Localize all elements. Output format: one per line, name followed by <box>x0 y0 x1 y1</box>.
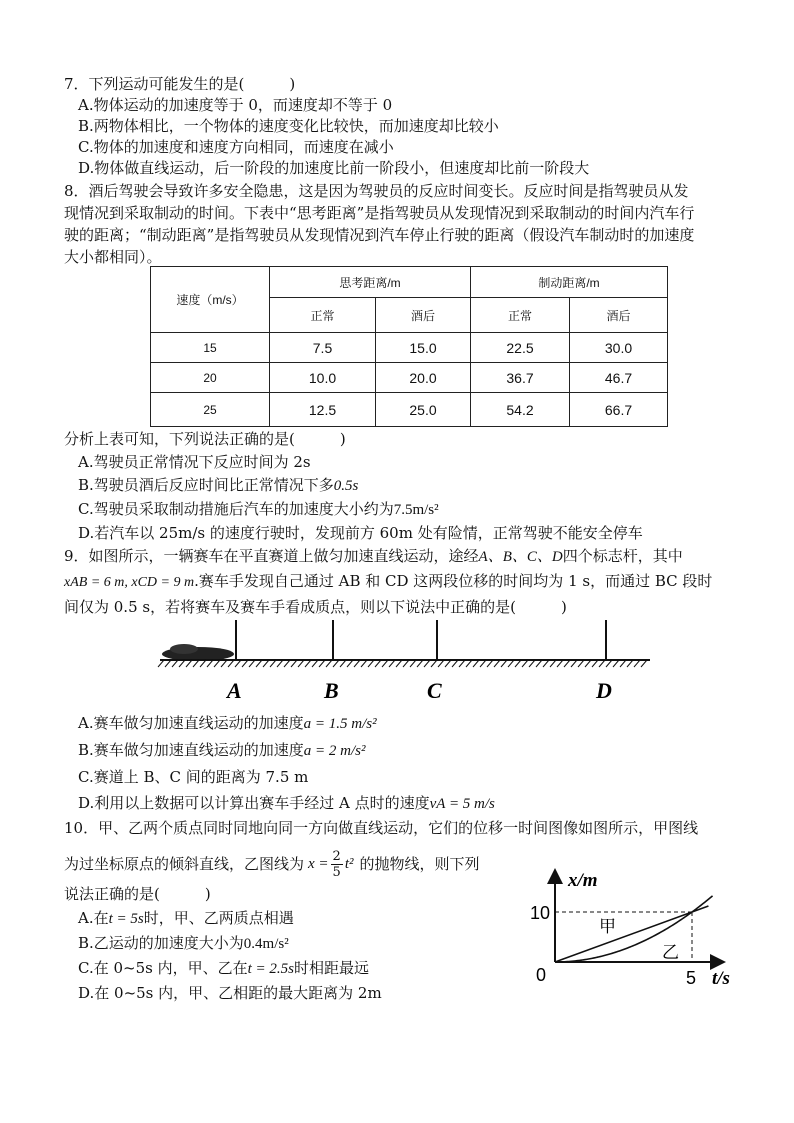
q10-option-a-post: 时，甲、乙两质点相遇 <box>143 909 294 927</box>
hatch-mark <box>529 660 535 667</box>
question-10-line-1: 10．甲、乙两个质点同时同地向同一方向做直线运动，它们的位移一时间图像如图所示，甲图线 <box>64 819 699 837</box>
q9-option-a <box>64 710 764 737</box>
hatch-mark <box>466 660 472 667</box>
origin-label: 0 <box>536 965 547 985</box>
question-10-body <box>64 846 524 1005</box>
q10-option-a-value: t = 5s <box>108 911 144 927</box>
hatch-mark <box>382 660 388 667</box>
hatch-mark <box>172 660 178 667</box>
q9-line-1 <box>64 544 764 569</box>
q8-stem-line-3: 驶的距离；“制动距离”是指驾驶员从发现情况到汽车停止行驶的距离（假设汽车制动时的加速度 <box>64 226 695 244</box>
hatch-mark <box>270 660 276 667</box>
q9-points: A、B、C、D <box>478 549 563 565</box>
formula-t: t² <box>344 856 354 872</box>
q9-option-a-text: A.赛车做匀加速直线运动的加速度 <box>78 714 304 732</box>
hatch-mark <box>284 660 290 667</box>
hatch-mark <box>410 660 416 667</box>
hatch-mark <box>207 660 213 667</box>
speed-header: 速度（m/s） <box>151 267 270 333</box>
q8-after-table: 分析上表可知，下列说法正确的是( ) <box>64 430 346 448</box>
hatch-mark <box>501 660 507 667</box>
hatch-mark <box>641 660 647 667</box>
q9-line-1-post: 四个标志杆，其中 <box>562 547 683 565</box>
q9-option-b-text: B.赛车做匀加速直线运动的加速度 <box>78 741 304 759</box>
q10-option-b-pre: B.乙运动的加速度大小为 <box>78 934 244 952</box>
label-b: B <box>324 678 339 702</box>
hatch-mark <box>536 660 542 667</box>
q8-option-c-value: 7.5m/s² <box>393 502 439 518</box>
hatch-mark <box>613 660 619 667</box>
y-tick-label: 10 <box>530 903 551 923</box>
question-8 <box>64 180 764 268</box>
q8-option-b <box>64 474 764 498</box>
yi-label: 乙 <box>662 943 679 963</box>
hatch-mark <box>326 660 332 667</box>
think-drunk-header: 酒后 <box>376 298 471 333</box>
label-d: D <box>596 678 612 702</box>
brake-normal-header: 正常 <box>471 298 570 333</box>
hatch-mark <box>431 660 437 667</box>
formula-numerator: 2 <box>332 848 341 864</box>
q10-option-b-value: 0.4m/s² <box>243 936 289 952</box>
track-hatching <box>158 660 647 667</box>
reaction-distance-table <box>150 266 668 427</box>
hatch-mark <box>494 660 500 667</box>
q9-option-a-value: a = 1.5 m/s² <box>303 716 377 732</box>
table-row <box>151 333 668 363</box>
q9-segment-math: xAB = 6 m, xCD = 9 m <box>64 575 195 590</box>
hatch-mark <box>186 660 192 667</box>
table-row <box>151 363 668 393</box>
q10-option-c <box>64 956 524 981</box>
hatch-mark <box>389 660 395 667</box>
q8-stem-line-2: 现情况到采取制动的时间。下表中“思考距离”是指驾驶员从发现情况到采取制动的时间内汽车行 <box>64 204 695 222</box>
q8-option-b-value: 0.5s <box>333 478 359 494</box>
hatch-mark <box>319 660 325 667</box>
y-axis-label: x/m <box>568 870 598 891</box>
q10-line-2 <box>64 846 524 882</box>
hatch-mark <box>424 660 430 667</box>
think-distance-header: 思考距离/m <box>270 267 471 298</box>
hatch-mark <box>452 660 458 667</box>
table-cell: 22.5 <box>471 333 570 363</box>
q7-option-d: D.物体做直线运动，后一阶段的加速度比前一阶段小，但速度却比前一阶段大 <box>78 159 590 177</box>
q9-line-2 <box>64 569 764 595</box>
hatch-mark <box>550 660 556 667</box>
hatch-mark <box>564 660 570 667</box>
q10-option-a-pre: A.在 <box>78 909 109 927</box>
hatch-mark <box>585 660 591 667</box>
hatch-mark <box>158 660 164 667</box>
table-cell: 15 <box>151 333 270 363</box>
table-cell: 46.7 <box>570 363 668 393</box>
q10-option-a <box>64 906 524 931</box>
hatch-mark <box>263 660 269 667</box>
hatch-mark <box>291 660 297 667</box>
formula-denominator: 5 <box>332 864 341 880</box>
q9-option-d-text: D.利用以上数据可以计算出赛车手经过 A 点时的速度 <box>78 794 430 812</box>
hatch-mark <box>312 660 318 667</box>
hatch-mark <box>487 660 493 667</box>
table-cell: 15.0 <box>376 333 471 363</box>
hatch-mark <box>361 660 367 667</box>
q9-line-1-pre: 9．如图所示，一辆赛车在平直赛道上做匀加速直线运动，途经 <box>64 547 479 565</box>
hatch-mark <box>242 660 248 667</box>
q8-option-a: A.驾驶员正常情况下反应时间为 2s <box>78 453 311 471</box>
hatch-mark <box>557 660 563 667</box>
table-cell: 66.7 <box>570 393 668 427</box>
hatch-mark <box>221 660 227 667</box>
hatch-mark <box>200 660 206 667</box>
brake-drunk-header: 酒后 <box>570 298 668 333</box>
hatch-mark <box>634 660 640 667</box>
hatch-mark <box>606 660 612 667</box>
q10-option-c-post: 时相距最远 <box>294 959 370 977</box>
hatch-mark <box>340 660 346 667</box>
x-axis-label: t/s <box>712 968 730 989</box>
formula-fraction <box>331 849 343 880</box>
hatch-mark <box>235 660 241 667</box>
table-cell: 36.7 <box>471 363 570 393</box>
question-8-options <box>64 428 764 545</box>
hatch-mark <box>445 660 451 667</box>
think-normal-header: 正常 <box>270 298 376 333</box>
q10-option-c-value: t = 2.5s <box>247 961 294 977</box>
hatch-mark <box>256 660 262 667</box>
q7-stem: 7．下列运动可能发生的是( ) <box>64 75 296 93</box>
race-car-roof <box>170 644 198 654</box>
q7-option-a: A.物体运动的加速度等于 0，而速度却不等于 0 <box>78 96 393 114</box>
q9-line-2-post: .赛车手发现自己通过 AB 和 CD 这两段位移的时间均为 1 s，而通过 BC 段时 <box>194 572 713 590</box>
hatch-mark <box>578 660 584 667</box>
label-c: C <box>427 678 442 702</box>
hatch-mark <box>438 660 444 667</box>
hatch-mark <box>417 660 423 667</box>
hatch-mark <box>543 660 549 667</box>
q8-option-c-text: C.驾驶员采取制动措施后汽车的加速度大小约为 <box>78 500 394 518</box>
hatch-mark <box>277 660 283 667</box>
table-row <box>151 393 668 427</box>
yi-curve <box>555 896 713 962</box>
table-cell: 20 <box>151 363 270 393</box>
position-time-graph <box>522 862 752 992</box>
q8-stem-line-4: 大小都相同）。 <box>64 248 162 266</box>
q8-option-c <box>64 498 764 522</box>
q8-option-b-text: B.驾驶员酒后反应时间比正常情况下多 <box>78 476 334 494</box>
table-cell: 20.0 <box>376 363 471 393</box>
hatch-mark <box>368 660 374 667</box>
hatch-mark <box>459 660 465 667</box>
table-cell: 25.0 <box>376 393 471 427</box>
hatch-mark <box>193 660 199 667</box>
hatch-mark <box>333 660 339 667</box>
table-cell: 7.5 <box>270 333 376 363</box>
q10-line-3: 说法正确的是( ) <box>64 885 211 903</box>
hatch-mark <box>165 660 171 667</box>
table-cell: 12.5 <box>270 393 376 427</box>
table-cell: 30.0 <box>570 333 668 363</box>
jia-label: 甲 <box>599 917 616 937</box>
racetrack-figure <box>150 618 660 702</box>
q9-option-b-value: a = 2 m/s² <box>303 743 366 759</box>
label-a: A <box>227 678 242 702</box>
hatch-mark <box>620 660 626 667</box>
q10-option-c-pre: C.在 0~5s 内，甲、乙在 <box>78 959 248 977</box>
q10-option-d: D.在 0~5s 内，甲、乙相距的最大距离为 2m <box>78 984 382 1002</box>
q9-option-b <box>64 737 764 764</box>
hatch-mark <box>571 660 577 667</box>
q9-option-d <box>64 790 764 817</box>
hatch-mark <box>480 660 486 667</box>
table-cell: 54.2 <box>471 393 570 427</box>
q9-line-3: 间仅为 0.5 s，若将赛车及赛车手看成质点，则以下说法中正确的是( ) <box>64 598 567 616</box>
formula-x: x = <box>308 856 329 872</box>
table-cell: 10.0 <box>270 363 376 393</box>
hatch-mark <box>375 660 381 667</box>
hatch-mark <box>508 660 514 667</box>
q9-option-c: C.赛道上 B、C 间的距离为 7.5 m <box>78 768 309 786</box>
brake-distance-header: 制动距离/m <box>471 267 668 298</box>
hatch-mark <box>249 660 255 667</box>
table-cell: 25 <box>151 393 270 427</box>
hatch-mark <box>214 660 220 667</box>
hatch-mark <box>298 660 304 667</box>
question-9-options <box>64 710 764 817</box>
hatch-mark <box>347 660 353 667</box>
hatch-mark <box>627 660 633 667</box>
hatch-mark <box>592 660 598 667</box>
hatch-mark <box>179 660 185 667</box>
q10-line-2-pre: 为过坐标原点的倾斜直线，乙图线为 <box>64 855 305 873</box>
q10-line-2-post: 的抛物线，则下列 <box>359 855 480 873</box>
q8-option-d: D.若汽车以 25m/s 的速度行驶时，发现前方 60m 处有险情，正常驾驶不能安全停车 <box>78 524 643 542</box>
question-9 <box>64 544 764 619</box>
hatch-mark <box>396 660 402 667</box>
q7-option-b: B.两物体相比，一个物体的速度变化比较快，而加速度却比较小 <box>78 117 499 135</box>
hatch-mark <box>354 660 360 667</box>
hatch-mark <box>522 660 528 667</box>
q9-option-d-value: vA = 5 m/s <box>429 796 495 812</box>
question-7 <box>64 74 764 179</box>
hatch-mark <box>403 660 409 667</box>
q10-option-b <box>64 931 524 956</box>
hatch-mark <box>515 660 521 667</box>
q7-option-c: C.物体的加速度和速度方向相同，而速度在减小 <box>78 138 394 156</box>
x-tick-label: 5 <box>686 968 697 988</box>
hatch-mark <box>473 660 479 667</box>
hatch-mark <box>599 660 605 667</box>
hatch-mark <box>228 660 234 667</box>
jia-line <box>555 906 708 962</box>
hatch-mark <box>305 660 311 667</box>
q8-stem-line-1: 8．酒后驾驶会导致许多安全隐患，这是因为驾驶员的反应时间变长。反应时间是指驾驶员从发 <box>64 182 689 200</box>
